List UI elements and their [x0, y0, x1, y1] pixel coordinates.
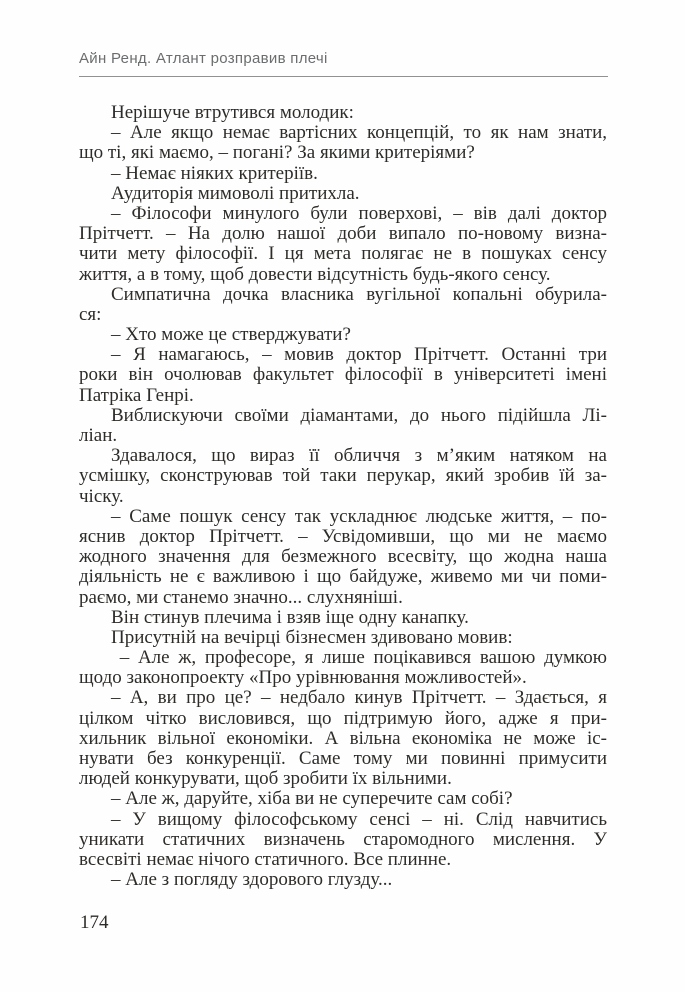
text-line: нувати без конкуренції. Саме тому ми повинні примусити: [79, 748, 607, 769]
text-line: раємо, ми станемо значно... слухняніші.: [79, 586, 403, 608]
text-line: чіску.: [79, 485, 124, 507]
text-line: Симпатична дочка власника вугільної копальні обурила-: [111, 283, 607, 305]
text-line: Прітчетт. – На долю нашої доби випало по-новому визна-: [79, 223, 607, 245]
text-line: – Саме пошук сенсу так ускладнює людське життя, – по-: [111, 505, 607, 527]
text-line: життя, а в тому, щоб довести відсутність будь-якого сенсу.: [79, 263, 551, 285]
text-line: що ті, які маємо, – погані? За якими критеріями?: [79, 142, 475, 164]
text-line: ся:: [79, 303, 102, 325]
book-title: Айн Ренд. Атлант розправив плечі: [79, 50, 328, 67]
body-text: [79, 103, 607, 890]
text-line: – Немає ніяких критеріїв.: [111, 162, 318, 184]
text-line: людей конкурувати, щоб зробити їх вільними.: [79, 768, 452, 790]
text-line: жодного значення для безмежного всесвіту, що жодна наша: [79, 546, 607, 568]
text-line: чити мету філософії. І ця мета полягає не в пошуках сенсу: [79, 243, 607, 265]
text-line: роки він очолював факультет філософії в університеті імені: [79, 364, 607, 386]
text-line: Нерішуче втрутився молодик:: [111, 102, 354, 123]
text-line: Патріка Генрі.: [79, 384, 194, 406]
text-line: уникати статичних визначень старомодного мислення. У: [79, 828, 607, 850]
text-line: – Але ж, професоре, я лише поцікавився вашою думкою: [111, 647, 607, 669]
text-line: – Філософи минулого були поверхові, – вів далі доктор: [111, 202, 607, 224]
text-line: – Хто може це стверджувати?: [111, 324, 351, 346]
text-line: щодо законопроекту «Про урівнювання можливостей».: [79, 667, 527, 689]
text-line: Виблискуючи своїми діамантами, до нього підійшла Лі-: [111, 404, 607, 426]
text-line: Присутній на вечірці бізнесмен здивовано мовив:: [111, 626, 513, 648]
text-line: яснив доктор Прітчетт. – Усвідомивши, що ми не маємо: [79, 525, 607, 547]
text-line: – А, ви про це? – недбало кинув Прітчетт. – Здається, я: [111, 687, 607, 709]
text-line: усмішку, сконструював той таки перукар, який зробив їй за-: [79, 465, 607, 487]
text-line: діяльність не є важливою і що байдуже, живемо ми чи поми-: [79, 566, 607, 588]
text-line: Здавалося, що вираз її обличчя з м’яким натяком на: [111, 445, 607, 467]
text-line: всесвіті немає нічого статичного. Все плинне.: [79, 848, 452, 870]
text-line: – Але якщо немає вартісних концепцій, то як нам знати,: [111, 122, 607, 144]
header-rule: [79, 76, 608, 77]
text-line: – Я намагаюсь, – мовив доктор Прітчетт. Останні три: [111, 344, 607, 366]
text-line: цілком чітко висловився, що підтримую його, адже я при-: [79, 707, 607, 729]
running-header: [79, 49, 607, 68]
text-line: ліан.: [79, 425, 118, 446]
text-line: – Але з погляду здорового глузду...: [111, 869, 393, 891]
text-line: – У вищому філософському сенсі – ні. Слід навчитись: [111, 808, 607, 830]
page-number: 174: [80, 912, 109, 933]
text-line: хильник вільної економіки. А вільна економіка не може іс-: [79, 727, 607, 749]
text-line: Аудиторія мимоволі притихла.: [111, 182, 360, 204]
text-line: Він стинув плечима і взяв іще одну канапку.: [111, 606, 469, 628]
text-line: – Але ж, даруйте, хіба ви не суперечите сам собі?: [111, 788, 513, 810]
